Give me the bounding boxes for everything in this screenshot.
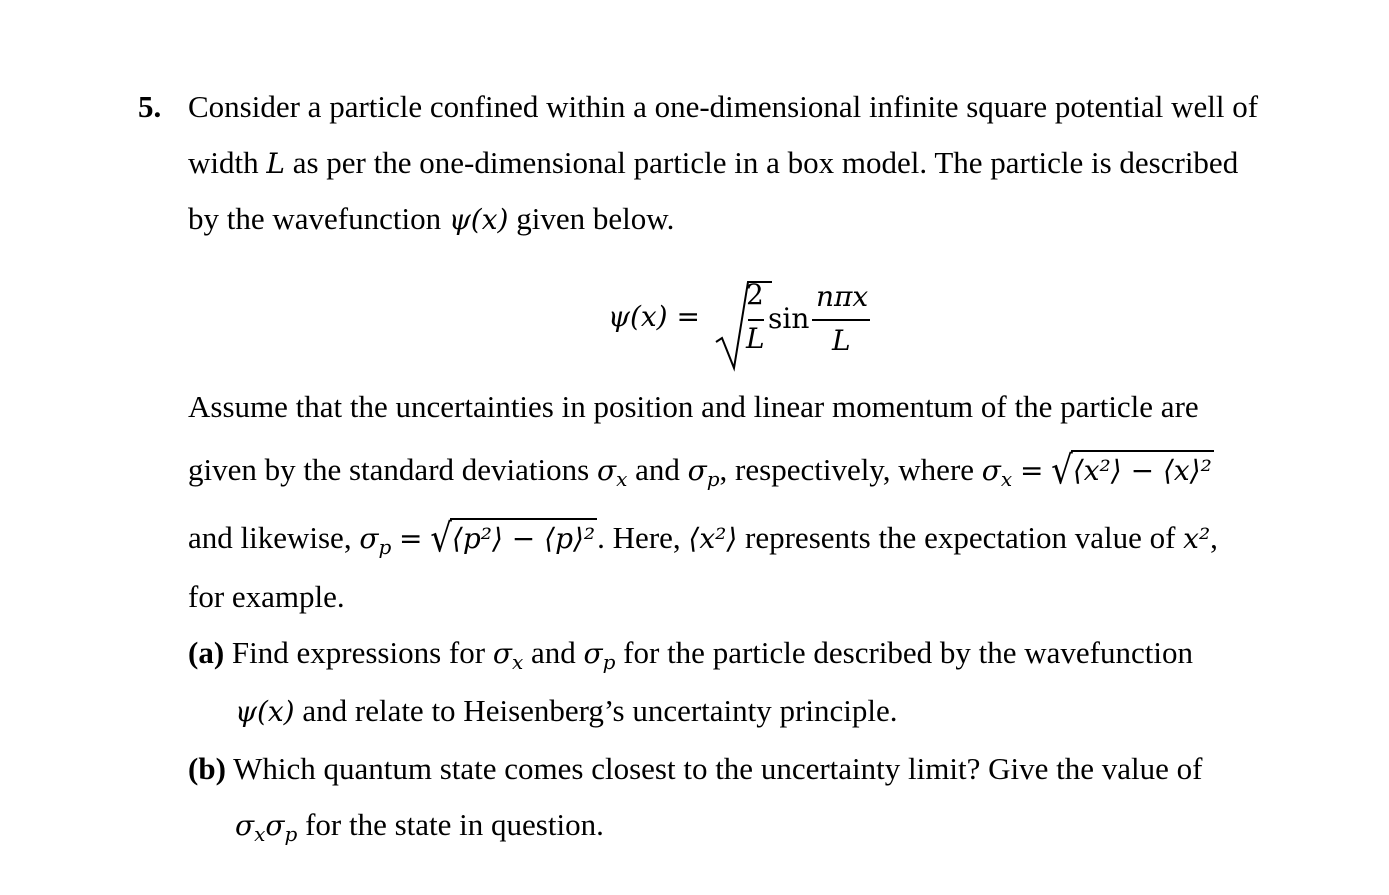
assume-text-4: for example. bbox=[188, 579, 345, 614]
assume-text-2b: , respectively, where bbox=[719, 452, 975, 487]
intro-text-1: Consider a particle confined within a one-dimensional infinite square potential well of bbox=[188, 89, 1259, 124]
part-a-line-1 bbox=[188, 634, 1193, 675]
part-a-sigma-x: $\sigma_x$ bbox=[492, 637, 524, 674]
sigma-x: $\sigma_x$ bbox=[596, 454, 628, 491]
part-a-text-1a: Find expressions for bbox=[231, 635, 486, 670]
part-b-sigma-product: $\sigma_x\sigma_p$ bbox=[235, 809, 298, 846]
x-squared: x² bbox=[1183, 522, 1211, 555]
sigma-p-def: $\sigma_p$ bbox=[359, 522, 392, 559]
part-a-line-2 bbox=[235, 692, 897, 731]
assume-and: and bbox=[635, 452, 680, 487]
problem-intro-line-1 bbox=[138, 88, 1259, 126]
intro-text-3a: by the wavefunction bbox=[188, 201, 442, 236]
part-a-psi: ψ(x) bbox=[235, 695, 295, 728]
wavefunction-equation bbox=[608, 276, 908, 376]
sqrt-variance-x bbox=[1051, 448, 1214, 494]
equation-sin: sin bbox=[768, 302, 810, 335]
assume-line-1 bbox=[188, 388, 1199, 426]
intro-text-2b: as per the one-dimensional particle in a box model. The particle is described bbox=[292, 145, 1239, 180]
equation-sqrt-sign bbox=[714, 278, 774, 374]
part-b-text-2: for the state in question. bbox=[305, 807, 604, 842]
expectation-x2: ⟨x²⟩ bbox=[688, 522, 738, 555]
part-a-label: (a) bbox=[188, 635, 225, 670]
equation-arg-numerator: nπx bbox=[816, 280, 869, 313]
assume-text-3b: . Here, bbox=[597, 520, 681, 555]
part-b-text-1: Which quantum state comes closest to the uncertainty limit? Give the value of bbox=[233, 751, 1203, 786]
equation-frac-denominator: L bbox=[746, 322, 765, 355]
equation-arg-bar bbox=[812, 319, 870, 321]
part-b-label: (b) bbox=[188, 751, 226, 786]
variance-x-expression: ⟨x²⟩ − ⟨x⟩² bbox=[1071, 450, 1214, 490]
sqrt-sign-x: √ bbox=[1051, 448, 1073, 494]
sigma-x-def: $\sigma_x$ bbox=[981, 454, 1013, 491]
part-a-and: and bbox=[530, 635, 576, 670]
problem-number: 5. bbox=[138, 89, 162, 124]
part-a-text-1b: for the particle described by the wavefunction bbox=[623, 635, 1193, 670]
variance-p-expression: ⟨p²⟩ − ⟨p⟩² bbox=[450, 518, 597, 558]
assume-text-3a: and likewise, bbox=[188, 520, 352, 555]
width-symbol: L bbox=[266, 147, 285, 180]
part-b-line-2 bbox=[235, 806, 604, 847]
part-a-text-2: and relate to Heisenberg’s uncertainty principle. bbox=[302, 693, 898, 728]
problem-intro-line-2 bbox=[188, 144, 1238, 183]
problem-intro-line-3 bbox=[188, 200, 674, 239]
part-a-sigma-p: $\sigma_p$ bbox=[583, 637, 616, 674]
sqrt-variance-p bbox=[430, 516, 597, 562]
equals-p: = bbox=[399, 522, 423, 555]
equation-arg-denominator: L bbox=[832, 324, 851, 357]
sigma-p: $\sigma_p$ bbox=[687, 454, 720, 491]
equals-x: = bbox=[1019, 454, 1044, 487]
assume-line-4 bbox=[188, 578, 345, 616]
assume-text-3c: represents the expectation value of bbox=[745, 520, 1176, 555]
assume-text-1: Assume that the uncertainties in position and linear momentum of the particle are bbox=[188, 389, 1199, 424]
equation-frac-numerator: 2 bbox=[746, 278, 764, 311]
sqrt-sign-p: √ bbox=[430, 516, 452, 562]
assume-line-3 bbox=[188, 518, 1218, 560]
wavefunction-symbol: ψ(x) bbox=[448, 203, 509, 236]
equation-lhs: ψ(x) = bbox=[608, 300, 700, 333]
intro-text-2a: width bbox=[188, 145, 259, 180]
part-b-line-1 bbox=[188, 750, 1202, 788]
assume-text-2a: given by the standard deviations bbox=[188, 452, 590, 487]
intro-text-3b: given below. bbox=[516, 201, 675, 236]
equation-frac-bar bbox=[748, 319, 764, 321]
assume-comma: , bbox=[1210, 520, 1218, 555]
assume-line-2 bbox=[188, 450, 1214, 492]
